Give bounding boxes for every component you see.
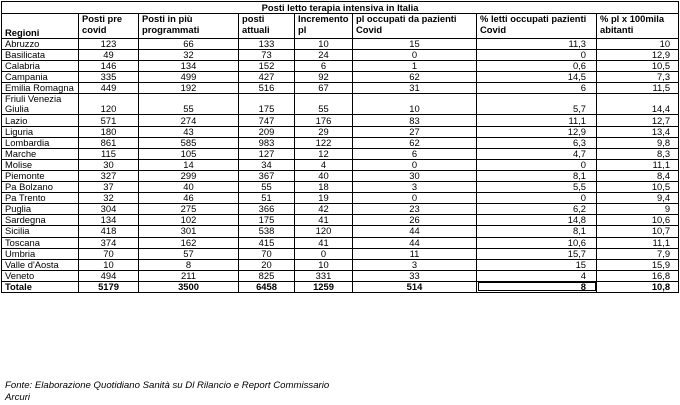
table-cell: 10: [79, 259, 139, 270]
table-cell: 102: [139, 215, 239, 226]
region-name: Piemonte: [2, 170, 79, 181]
table-cell: 176: [295, 115, 353, 126]
table-cell: 70: [239, 248, 295, 259]
table-cell: 274: [139, 115, 239, 126]
table-cell: 6: [353, 148, 477, 159]
table-cell: 8,3: [597, 148, 679, 159]
table-cell: 46: [139, 193, 239, 204]
table-cell: 122: [295, 137, 353, 148]
table-cell: 8,1: [477, 170, 597, 181]
table-cell: 10,7: [597, 226, 679, 237]
table-cell: 192: [139, 83, 239, 94]
table-cell: 6: [477, 83, 597, 94]
table-cell: 15,9: [597, 259, 679, 270]
table-cell: 9,4: [597, 193, 679, 204]
table-cell: 494: [79, 270, 139, 281]
table-cell: 301: [139, 226, 239, 237]
column-header-regioni: Regioni: [2, 14, 79, 39]
table-cell: 0,6: [477, 61, 597, 72]
table-cell: 449: [79, 83, 139, 94]
table-cell: 40: [295, 170, 353, 181]
column-header-posti-attuali: posti attuali: [239, 14, 295, 39]
region-name: Basilicata: [2, 50, 79, 61]
table-cell: 175: [239, 215, 295, 226]
table-cell: 44: [353, 237, 477, 248]
region-name: Pa Trento: [2, 193, 79, 204]
table-cell: 127: [239, 148, 295, 159]
table-cell: 335: [79, 72, 139, 83]
region-name: Molise: [2, 159, 79, 170]
table-cell: 14,5: [477, 72, 597, 83]
table-cell: 33: [353, 270, 477, 281]
region-name: Veneto: [2, 270, 79, 281]
table-cell: 43: [139, 126, 239, 137]
table-cell: 105: [139, 148, 239, 159]
table-cell: 12,9: [597, 50, 679, 61]
table-cell: 6,2: [477, 204, 597, 215]
source-line: Fonte: Elaborazione Quotidiano Sanità su Dl Rilancio e Report Commissario: [5, 380, 330, 391]
table-row: [2, 204, 679, 215]
spreadsheet: [1, 1, 678, 293]
table-cell: 19: [295, 193, 353, 204]
table-cell: 12,7: [597, 115, 679, 126]
table-cell: 70: [79, 248, 139, 259]
column-header-pl-occupati: pl occupati da pazienti Covid: [353, 14, 477, 39]
table-cell: 51: [239, 193, 295, 204]
total-row: [2, 281, 679, 292]
table-cell: 8,4: [597, 170, 679, 181]
table-cell: 1: [353, 61, 477, 72]
table-row: [2, 170, 679, 181]
table-row: [2, 94, 679, 115]
table-row: [2, 159, 679, 170]
table-body: [2, 39, 679, 282]
table-row: [2, 215, 679, 226]
table-cell: 6,3: [477, 137, 597, 148]
table-cell: 0: [477, 50, 597, 61]
table-cell: 20: [239, 259, 295, 270]
table-row: [2, 72, 679, 83]
region-name: Puglia: [2, 204, 79, 215]
total-cell: 3500: [139, 281, 239, 292]
table-row: [2, 137, 679, 148]
table-cell: 11,1: [477, 115, 597, 126]
region-name: Toscana: [2, 237, 79, 248]
table-row: [2, 61, 679, 72]
table-row: [2, 226, 679, 237]
table-cell: 37: [79, 182, 139, 193]
source-line: Arcuri: [5, 392, 31, 403]
table-cell: 15,7: [477, 248, 597, 259]
region-name: Friuli Venezia Giulia: [2, 94, 79, 115]
total-cell: 514: [353, 281, 477, 292]
table-cell: 30: [353, 170, 477, 181]
table-cell: 7,9: [597, 248, 679, 259]
table-cell: 374: [79, 237, 139, 248]
table-row: [2, 148, 679, 159]
table-cell: 14,8: [477, 215, 597, 226]
table-cell: 516: [239, 83, 295, 94]
table-cell: 66: [139, 39, 239, 50]
table-title-row: [2, 2, 679, 14]
table-cell: 825: [239, 270, 295, 281]
table-cell: 30: [79, 159, 139, 170]
table-cell: 8: [139, 259, 239, 270]
table-cell: 55: [295, 94, 353, 115]
table-cell: 5,5: [477, 182, 597, 193]
column-header-percent-occupati: % letti occupati pazienti Covid: [477, 14, 597, 39]
region-name: Lombardia: [2, 137, 79, 148]
table-row: [2, 50, 679, 61]
region-name: Marche: [2, 148, 79, 159]
table-row: [2, 237, 679, 248]
column-header-pl-100mila: % pl x 100mila abitanti: [597, 14, 679, 39]
region-name: Sardegna: [2, 215, 79, 226]
table-cell: 49: [79, 50, 139, 61]
table-cell: 32: [79, 193, 139, 204]
table-cell: 10,5: [597, 61, 679, 72]
table-cell: 9: [597, 204, 679, 215]
table-cell: 7,3: [597, 72, 679, 83]
region-name: Liguria: [2, 126, 79, 137]
table-cell: 5,7: [477, 94, 597, 115]
table-cell: 12,9: [477, 126, 597, 137]
table-cell: 26: [353, 215, 477, 226]
table-cell: 10: [295, 39, 353, 50]
table-cell: 747: [239, 115, 295, 126]
table-cell: 10,5: [597, 182, 679, 193]
region-name: Pa Bolzano: [2, 182, 79, 193]
table-cell: 0: [477, 193, 597, 204]
table-cell: 146: [79, 61, 139, 72]
table-cell: 83: [353, 115, 477, 126]
table-cell: 14: [139, 159, 239, 170]
source-note: [5, 380, 329, 404]
column-header-incremento: Incremento pl: [295, 14, 353, 39]
table-cell: 11,3: [477, 39, 597, 50]
table-cell: 13,4: [597, 126, 679, 137]
table-cell: 175: [239, 94, 295, 115]
table-cell: 331: [295, 270, 353, 281]
table-cell: 367: [239, 170, 295, 181]
table-cell: 55: [239, 182, 295, 193]
table-cell: 16,8: [597, 270, 679, 281]
total-cell: 6458: [239, 281, 295, 292]
table-cell: 152: [239, 61, 295, 72]
table-cell: 27: [353, 126, 477, 137]
table-cell: 0: [353, 159, 477, 170]
table-cell: 538: [239, 226, 295, 237]
table-cell: 211: [139, 270, 239, 281]
table-cell: 29: [295, 126, 353, 137]
table-row: [2, 39, 679, 50]
table-cell: 15: [353, 39, 477, 50]
table-row: [2, 83, 679, 94]
table-cell: 24: [295, 50, 353, 61]
table-cell: 134: [139, 61, 239, 72]
table-row: [2, 182, 679, 193]
region-name: Abruzzo: [2, 39, 79, 50]
table-cell: 10,6: [597, 215, 679, 226]
table-cell: 62: [353, 72, 477, 83]
table-cell: 134: [79, 215, 139, 226]
table-cell: 4: [477, 270, 597, 281]
table-cell: 120: [79, 94, 139, 115]
table-cell: 209: [239, 126, 295, 137]
table-row: [2, 193, 679, 204]
table-cell: 4,7: [477, 148, 597, 159]
column-header-posti-pre-covid: Posti pre covid: [79, 14, 139, 39]
table-cell: 304: [79, 204, 139, 215]
table-cell: 4: [295, 159, 353, 170]
region-name: Sicilia: [2, 226, 79, 237]
table-row: [2, 270, 679, 281]
table-cell: 861: [79, 137, 139, 148]
table-cell: 415: [239, 237, 295, 248]
table-cell: 11,5: [597, 83, 679, 94]
table-cell: 41: [295, 215, 353, 226]
region-name: Valle d'Aosta: [2, 259, 79, 270]
table-cell: 23: [353, 204, 477, 215]
table-cell: 34: [239, 159, 295, 170]
table-cell: 0: [295, 248, 353, 259]
table-row: [2, 126, 679, 137]
table-cell: 10,6: [477, 237, 597, 248]
header-row: [2, 14, 679, 39]
table-cell: 0: [353, 193, 477, 204]
column-header-posti-programmati: Posti in più programmati: [139, 14, 239, 39]
table-title: Posti letto terapia intensiva in Italia: [2, 2, 679, 14]
region-name: Lazio: [2, 115, 79, 126]
table-cell: 11,1: [597, 237, 679, 248]
total-cell: 1259: [295, 281, 353, 292]
table-cell: 62: [353, 137, 477, 148]
table-cell: 983: [239, 137, 295, 148]
table-cell: 585: [139, 137, 239, 148]
table-row: [2, 115, 679, 126]
table-cell: 180: [79, 126, 139, 137]
table-cell: 9,8: [597, 137, 679, 148]
table-cell: 32: [139, 50, 239, 61]
table-cell: 40: [139, 182, 239, 193]
table-cell: 41: [295, 237, 353, 248]
region-name: Umbria: [2, 248, 79, 259]
table-cell: 10: [597, 39, 679, 50]
table-cell: 6: [295, 61, 353, 72]
table-cell: 0: [477, 159, 597, 170]
table-cell: 0: [353, 50, 477, 61]
table-cell: 73: [239, 50, 295, 61]
table-cell: 44: [353, 226, 477, 237]
table-cell: 10: [353, 94, 477, 115]
table-cell: 12: [295, 148, 353, 159]
region-name: Calabria: [2, 61, 79, 72]
table-cell: 366: [239, 204, 295, 215]
table-cell: 275: [139, 204, 239, 215]
table-cell: 418: [79, 226, 139, 237]
table-row: [2, 248, 679, 259]
table-cell: 57: [139, 248, 239, 259]
table-cell: 3: [353, 182, 477, 193]
table-cell: 162: [139, 237, 239, 248]
table-cell: 115: [79, 148, 139, 159]
table-cell: 133: [239, 39, 295, 50]
table-cell: 123: [79, 39, 139, 50]
total-label: Totale: [2, 281, 79, 292]
total-cell: 5179: [79, 281, 139, 292]
table-cell: 299: [139, 170, 239, 181]
table-cell: 499: [139, 72, 239, 83]
table-cell: 10: [295, 259, 353, 270]
table-cell: 31: [353, 83, 477, 94]
table-cell: 8,1: [477, 226, 597, 237]
table-cell: 3: [353, 259, 477, 270]
total-cell: 10,8: [597, 281, 679, 292]
table-cell: 92: [295, 72, 353, 83]
table-cell: 15: [477, 259, 597, 270]
table-cell: 427: [239, 72, 295, 83]
table-cell: 42: [295, 204, 353, 215]
table-cell: 11: [353, 248, 477, 259]
table-cell: 327: [79, 170, 139, 181]
table-cell: 571: [79, 115, 139, 126]
table-cell: 18: [295, 182, 353, 193]
table-cell: 67: [295, 83, 353, 94]
total-cell-selected[interactable]: 8: [477, 281, 597, 292]
table-cell: 55: [139, 94, 239, 115]
table-row: [2, 259, 679, 270]
table-cell: 120: [295, 226, 353, 237]
region-name: Campania: [2, 72, 79, 83]
region-name: Emilia Romagna: [2, 83, 79, 94]
table-cell: 11,1: [597, 159, 679, 170]
icu-beds-table: [1, 1, 679, 293]
table-cell: 14,4: [597, 94, 679, 115]
